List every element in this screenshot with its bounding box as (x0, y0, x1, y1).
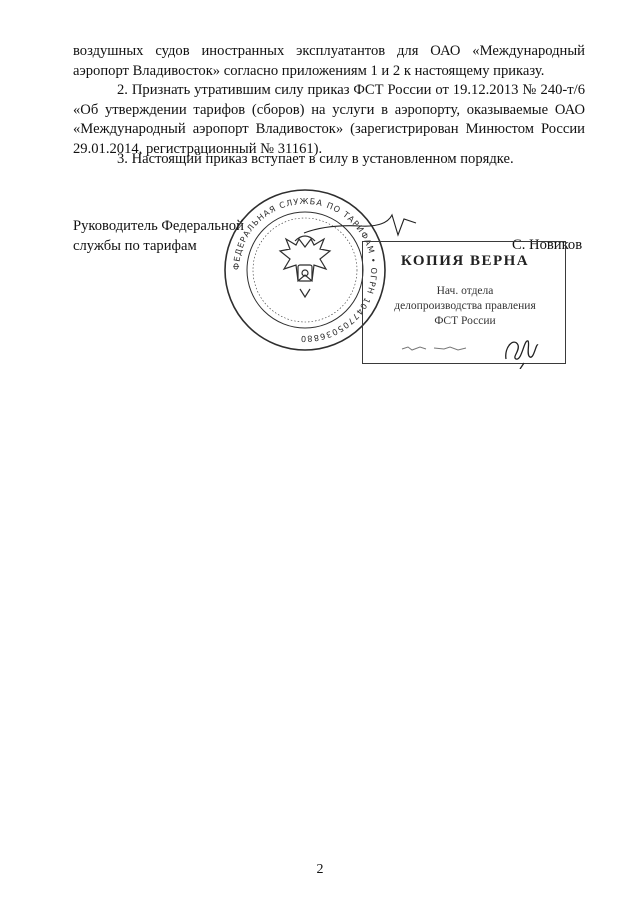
coat-of-arms-icon (280, 236, 330, 297)
paragraph-3: 3. Настоящий приказ вступает в силу в установленном порядке. (117, 151, 514, 167)
signer-block (73, 217, 244, 256)
page-number: 2 (316, 862, 324, 877)
stamp-title: КОПИЯ ВЕРНА (400, 253, 530, 269)
signer-name: С. Новиков (512, 237, 583, 253)
signer-title-line-1: Руководитель Федеральной (73, 218, 244, 234)
signer-title-line-2: службы по тарифам (73, 237, 197, 254)
stamp-line-3: ФСТ России (434, 315, 496, 327)
seal-outer-text: ФЕДЕРАЛЬНАЯ СЛУЖБА ПО ТАРИФАМ • ОГРН 1047705036880 (230, 195, 380, 345)
stamp-line-1: Нач. отдела (436, 285, 494, 297)
copy-verified-stamp (362, 241, 568, 365)
signature-image (300, 205, 420, 245)
stamp-signature-image (500, 329, 544, 369)
paragraph-1-tail: воздушных судов иностранных эксплуатантов для ОАО «Международный аэропорт Владивосток» согласно приложениям 1 и 2 к настоящему приказу. (73, 43, 585, 79)
paragraph-2: 2. Признать утратившим силу приказ ФСТ России от 19.12.2013 № 240-т/6 «Об утверждении тарифов (сборов) на услуги в аэропорту, оказываемые ОАО «Международный аэропорт Владивосток» (зарегистрирован Минюстом России 29.01.2014, регистрационный № 31161). (73, 82, 585, 157)
illegible-date-marks (400, 344, 470, 352)
stamp-line-2: делопроизводства правления (394, 300, 536, 312)
